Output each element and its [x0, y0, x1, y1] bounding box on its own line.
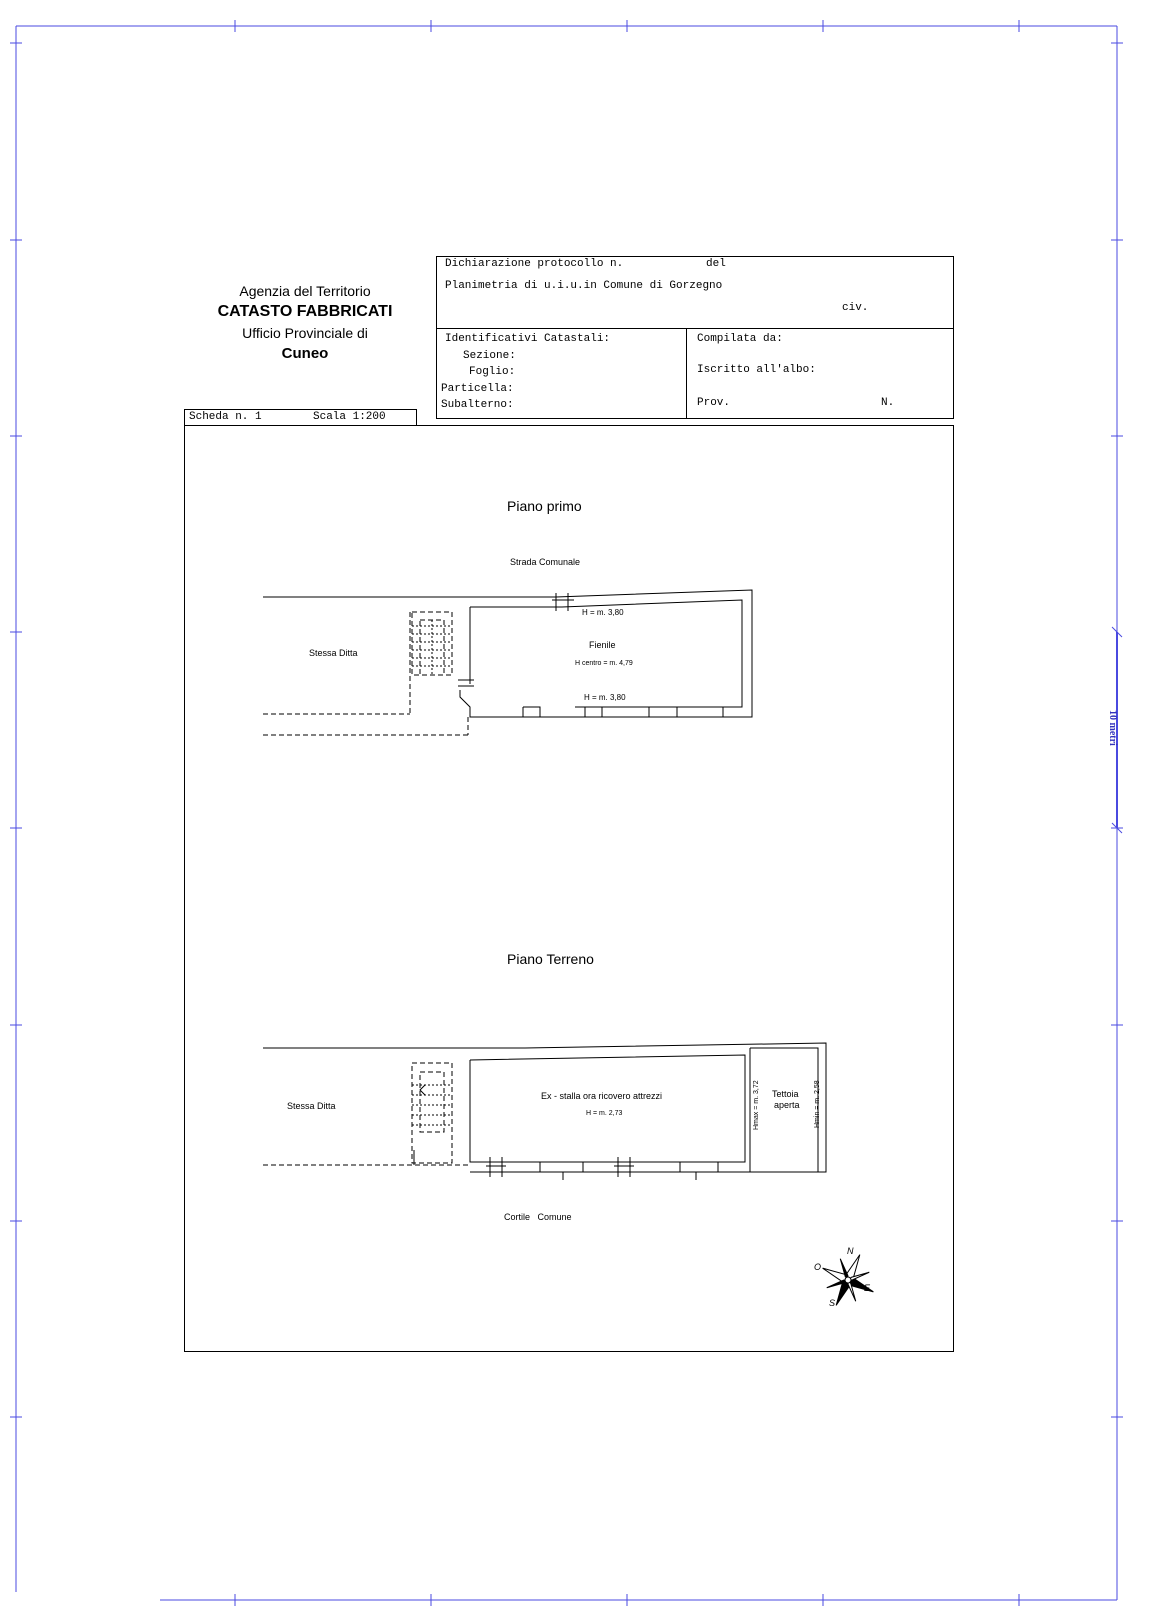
piano-primo-plan	[263, 590, 752, 735]
protocol-label: Dichiarazione protocollo n.	[445, 258, 624, 270]
sezione-label: Sezione:	[463, 350, 516, 362]
tettoia-label: Tettoia	[772, 1089, 799, 1099]
stalla-label: Ex - stalla ora ricovero attrezzi	[541, 1091, 663, 1101]
subalterno-label: Subalterno:	[441, 399, 514, 411]
piano-terreno-plan	[263, 1043, 826, 1180]
foglio-label: Foglio:	[469, 366, 516, 378]
identificativi-title: Identificativi Catastali:	[445, 333, 611, 345]
piano-terreno-title: Piano Terreno	[507, 951, 594, 967]
province-name: Cuneo	[281, 345, 329, 362]
hmin-label: Hmin = m. 2,58	[814, 1080, 821, 1128]
agency-name: Agenzia del Territorio	[239, 283, 371, 299]
cortile-label: Cortile Comune	[504, 1212, 572, 1222]
scale-bar-label: 10 metri	[1107, 710, 1118, 746]
iscritto-label: Iscritto all'albo:	[697, 364, 816, 376]
scala-label: Scala 1:200	[313, 411, 386, 423]
particella-label: Particella:	[441, 383, 514, 395]
stessa-ditta-label: Stessa Ditta	[287, 1101, 336, 1111]
catasto-title: CATASTO FABBRICATI	[217, 303, 393, 320]
compass-west: O	[814, 1262, 822, 1272]
scheda-label: Scheda n. 1	[189, 411, 262, 423]
height-label: H = m. 2,73	[586, 1110, 623, 1117]
height-label: H = m. 3,80	[582, 608, 624, 617]
tettoia-label: aperta	[774, 1100, 800, 1110]
height-centre-label: H centro = m. 4,79	[575, 660, 633, 667]
strada-label: Strada Comunale	[510, 557, 581, 567]
piano-primo-title: Piano primo	[507, 498, 582, 514]
ufficio-label: Ufficio Provinciale di	[242, 325, 368, 341]
planimetria-label: Planimetria di u.i.u.in Comune di Gorzegno	[445, 280, 723, 292]
fienile-label: Fienile	[589, 640, 616, 650]
compass-east: E	[864, 1283, 871, 1293]
hmax-label: Hmax = m. 3,72	[753, 1080, 760, 1130]
prov-label: Prov.	[697, 397, 731, 409]
del-label: del	[706, 258, 726, 270]
compass-north: N	[847, 1246, 854, 1256]
n-label: N.	[881, 397, 895, 409]
compass-south: S	[829, 1298, 836, 1308]
height-label: H = m. 3,80	[584, 693, 626, 702]
stessa-ditta-label: Stessa Ditta	[309, 648, 358, 658]
civ-label: civ.	[842, 302, 869, 314]
compilata-label: Compilata da:	[697, 333, 783, 345]
